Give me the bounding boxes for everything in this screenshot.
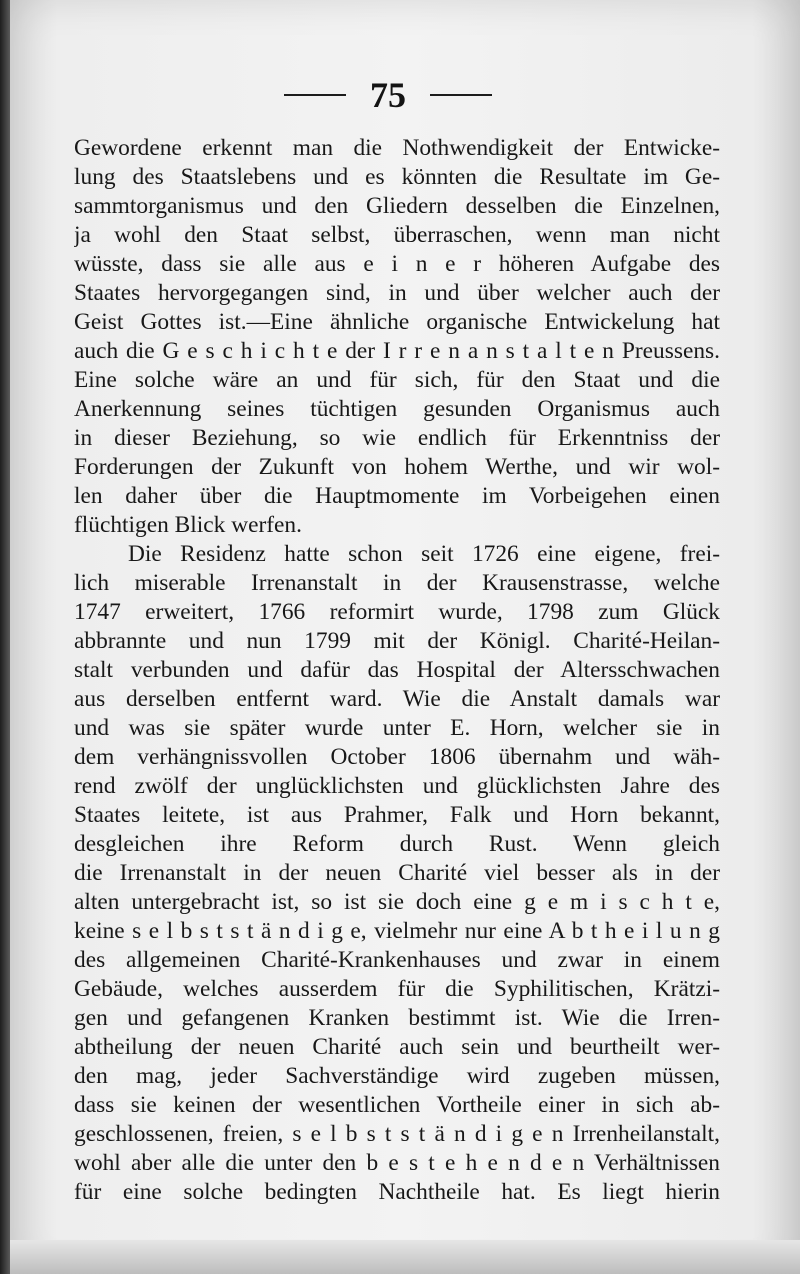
text-line: auch die G e s c h i c h t e der I r r e n a n s t a l t e n Preussens. [74,338,720,364]
text-line: desgleichen ihre Reform durch Rust. Wenn gleich [74,831,720,857]
page-number: 75 [370,75,406,115]
text-line: den mag, jeder Sachverständige wird zugeben müssen, [74,1063,720,1089]
text-line: lung des Staatslebens und es könnten die Resultate im Ge- [74,164,720,190]
text-line: len daher über die Hauptmomente im Vorbeigehen einen [74,483,720,509]
text-line: geschlossenen, freien, s e l b s t s t ä n d i g e n Irrenheilanstalt, [74,1121,720,1147]
text-line: keine s e l b s t s t ä n d i g e, vielmehr nur eine A b t h e i l u n g [74,918,720,944]
text-line: die Irrenanstalt in der neuen Charité viel besser als in der [74,860,720,886]
header-dash-right [430,94,492,96]
text-line: Geist Gottes ist.—Eine ähnliche organische Entwickelung hat [74,309,720,335]
text-line: rend zwölf der unglücklichsten und glücklichsten Jahre des [74,773,720,799]
text-line: für eine solche bedingten Nachtheile hat. Es liegt hierin [74,1179,720,1205]
text-line: Forderungen der Zukunft von hohem Werthe, und wir wol- [74,454,720,480]
page-header [282,70,494,120]
header-dash-left [284,94,346,96]
text-line: ja wohl den Staat selbst, überraschen, wenn man nicht [74,222,720,248]
text-line: abbrannte und nun 1799 mit der Königl. Charité-Heilan- [74,628,720,654]
page-bottom-edge [10,1240,800,1274]
text-line: lich miserable Irrenanstalt in der Krausenstrasse, welche [74,570,720,596]
text-line: Staates leitete, ist aus Prahmer, Falk und Horn bekannt, [74,802,720,828]
text-line: Eine solche wäre an und für sich, für den Staat und die [74,367,720,393]
text-line: Gewordene erkennt man die Nothwendigkeit der Entwicke- [74,135,720,161]
text-line: dem verhängnissvollen October 1806 übernahm und wäh- [74,744,720,770]
text-line: Staates hervorgegangen sind, in und über welcher auch der [74,280,720,306]
text-line: gen und gefangenen Kranken bestimmt ist. Wie die Irren- [74,1005,720,1031]
text-line: und was sie später wurde unter E. Horn, welcher sie in [74,715,720,741]
text-line: Gebäude, welches ausserdem für die Syphilitischen, Krätzi- [74,976,720,1002]
text-line: abtheilung der neuen Charité auch sein und beurtheilt wer- [74,1034,720,1060]
text-line: alten untergebracht ist, so ist sie doch eine g e m i s c h t e, [74,889,720,915]
text-line: aus derselben entfernt ward. Wie die Anstalt damals war [74,686,720,712]
text-line: sammtorganismus und den Gliedern desselben die Einzelnen, [74,193,720,219]
book-spine-shadow [0,0,10,1274]
text-line: wohl aber alle die unter den b e s t e h e n d e n Verhältnissen [74,1150,720,1176]
text-line: des allgemeinen Charité-Krankenhauses und zwar in einem [74,947,720,973]
body-text [74,134,720,1207]
text-line: 1747 erweitert, 1766 reformirt wurde, 1798 zum Glück [74,599,720,625]
text-line: stalt verbunden und dafür das Hospital der Altersschwachen [74,657,720,683]
text-line: Anerkennung seines tüchtigen gesunden Organismus auch [74,396,720,422]
text-line: in dieser Beziehung, so wie endlich für Erkenntniss der [74,425,720,451]
book-page [10,0,800,1274]
text-line: wüsste, dass sie alle aus e i n e r höheren Aufgabe des [74,251,720,277]
text-line: flüchtigen Blick werfen. [74,512,302,538]
text-line: dass sie keinen der wesentlichen Vortheile einer in sich ab- [74,1092,720,1118]
text-line: Die Residenz hatte schon seit 1726 eine eigene, frei- [128,541,720,567]
